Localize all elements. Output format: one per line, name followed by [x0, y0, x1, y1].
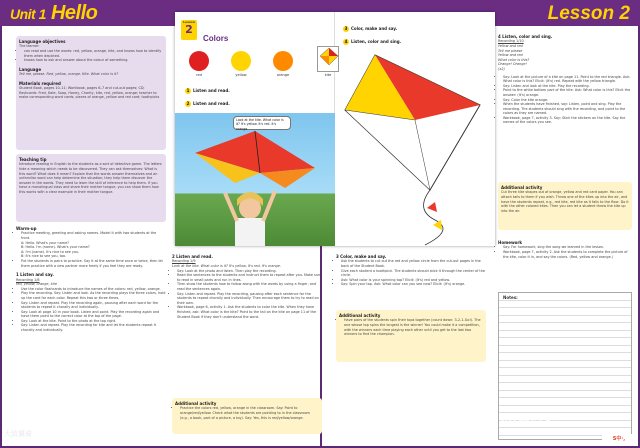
materials-heading: Materials required	[19, 80, 61, 86]
sing-item: • Say: Look at the picture of a kite on page 11. Point to the red triangle. Ask: What color is this? Elicit: (It's) red. Repeat with the yellow triangle.	[503, 75, 632, 84]
homework-heading: Homework	[498, 240, 523, 245]
sing-item: • Point to the white bottom part of the kite. Ask: What color is this? Elicit the answer: (It's) orange.	[503, 88, 632, 97]
ime-toolbar[interactable]: S中·,	[602, 434, 636, 445]
song-line: Orange! Orange!	[498, 62, 527, 67]
tip-heading: Teaching tip	[19, 157, 47, 162]
additional-activity-box-1	[172, 398, 322, 434]
yellow-paint	[231, 51, 251, 71]
read-item: • Read the sentences to the students and instruct them to repeat after you. Make sure to read in small parts and run in lines.	[177, 273, 322, 282]
sing-item: • Say: Color the kite orange.	[503, 98, 632, 103]
speech-bubble: Look at the kite. What color is it? It's yellow. It's red. It's orange.	[233, 116, 291, 130]
task-4-text: Listen, color and sing.	[351, 39, 402, 44]
sing-heading: 4 Listen, color and sing.	[498, 34, 553, 39]
homework-item: • Say: For homework, sing the song we learned in the lesson.	[503, 245, 632, 250]
unit-label: Unit 1	[10, 6, 46, 22]
add-heading-3: Additional activity	[501, 185, 543, 190]
additional-activity-box-2	[336, 310, 486, 362]
yellow-label: yellow	[235, 73, 247, 77]
song-line: Yellow and red	[498, 53, 523, 58]
student-book-right	[335, 12, 495, 246]
notes-label: Notes:	[503, 295, 518, 300]
red-label: red	[196, 73, 202, 77]
listen-read-section	[172, 254, 322, 319]
tip-text: Introduce reading in English to the students as a sort of detective game. The letters hide a meaning which needs to be discovered. They can ask themselves: What is this word? What does it mean? Explain that the words answer themselves and an unfamiliar word can help determine the situation; they help them discover the answer in the words. They need to learn the skill of inference to help them. If you have a monolingual class and share their mother tongue, you can show them how this works with a clear example in their mother tongue.	[19, 162, 162, 194]
listen-heading: 1 Listen and say.	[16, 272, 54, 278]
language-text: Tell me, please. Red, yellow, orange. Kite. What color is it?	[19, 72, 119, 77]
warmup-item: • Put the students in pairs to practice. Say it at the same time once or twice, then let them practice with a new partner more freely if you feel they are ready.	[21, 259, 166, 268]
listen-item: • Say: Listen and repeat. Play the recording for kite and let the students repeat it chorally and individually.	[21, 323, 166, 332]
c3-item: • Ask: What color is your spinning top? Elicit: (It's) red and yellow.	[341, 278, 486, 283]
sing-item: • Say: Listen and look at the kite. Play the recording.	[503, 84, 632, 89]
orange-paint	[273, 51, 293, 71]
lesson-badge	[181, 20, 197, 40]
song-line: Tell me please	[498, 48, 523, 53]
listen-color-sing-section	[498, 34, 632, 125]
read-heading: 2 Listen and read.	[172, 254, 213, 259]
song-line: What color is this?	[498, 57, 530, 62]
teaching-tip-box	[16, 154, 166, 222]
language-heading: Language	[19, 66, 42, 72]
materials-text: Student Book, pages 10–11; Workbook, pages 6–7 and cut-out pages; CD; flashcards: Fred, Kate, Soap, Honey, Charity, kite, red, yellow, orange; teacher to make corresponding word cards; pieces of orange, yellow and red card; toothpicks	[19, 86, 160, 100]
badge-label: Lesson	[183, 20, 195, 24]
sing-item: • Workbook, page 7, activity 3. Say: Stick the stickers on the kite. Say the names of the colors you see.	[503, 116, 632, 125]
song-line: Yellow and red	[498, 43, 523, 48]
large-kite-outline	[335, 50, 495, 246]
listen-recording: Recording 1/8	[16, 277, 40, 282]
task-1: 1 Listen and read.	[186, 88, 230, 93]
brand-logo: 武汉剑津文化	[500, 415, 555, 425]
read-question: Look at the kite. What color is it? It's yellow. It's red. It's orange.	[172, 263, 281, 268]
listen-words: red, yellow, orange, kite	[16, 282, 57, 287]
task-1-text: Listen and read.	[193, 88, 230, 93]
lang-obj-intro: The learner:	[19, 44, 40, 49]
add-item-1: • Practice the colors red, yellow, orange in the classroom. Say: Point to orange/red/yellow. Check what the students are pointing to in the classroom (e.g., a book, part of a picture, a toy). Say: Yes, this is red/yellow/orange.	[180, 406, 319, 420]
student-book-left	[175, 12, 335, 246]
red-paint	[189, 51, 209, 71]
unit-title	[10, 0, 97, 27]
additional-activity-box-3	[498, 182, 632, 230]
color-make-say-section	[336, 254, 486, 287]
kite-photo-illustration	[175, 113, 335, 246]
sing-item: • When the students have finished, say: Listen, point and sing. Play the recording. The students should sing with the recording, and point to the colors as they are named.	[503, 102, 632, 116]
unit-name: Hello	[50, 2, 98, 24]
read-recording: Recording 1/9	[172, 259, 196, 264]
add-text-3: Cut three kite shapes out of orange, yellow and red card paper. You can attach tails to them if you wish. Throw one of the kites up into the air, and have the students repeat, e.g., red kite, red kite as it falls to the floor. Do it with the other colored kites. Then you can let a student throw the kite up into the air.	[501, 190, 629, 213]
listen-item: • Say: Look at the kite. Point to the photo at the top right.	[21, 319, 166, 324]
song-line: (x2)	[498, 66, 505, 71]
c3-item: • Give each student a toothpick. The students should stick it through the center of the circle.	[341, 269, 486, 278]
colors-title: Colors	[203, 34, 229, 43]
kite-label: kite	[324, 73, 332, 77]
homework-item: • Workbook, page 7, activity 2. Ask the students to complete the picture of the kite, color it in, and say the colors. (Red, yellow and orange.)	[503, 250, 632, 259]
objectives-box	[16, 36, 166, 150]
homework-section	[498, 240, 632, 259]
task-2-text: Listen and read.	[193, 101, 230, 106]
warmup-item: A: I'm (name). It's nice to see you.	[21, 249, 80, 254]
watermark: 大致翼骑	[4, 430, 32, 438]
listen-item: • Say: Look at page 10 in your book. Listen and point. Play the recording again and have them point to the correct color at the top of the page.	[21, 310, 166, 319]
warmup-item: • Practice meeting, greeting and asking names. Model it with two students at the front.	[21, 231, 166, 240]
c3-item: • Ask the students to cut out the red and yellow circle from the cut-out pages in the back of the Student Book.	[341, 259, 486, 268]
lang-obj-item: • can read and use the words: red, yellow, orange, kite, and knows how to identify them when depicted.	[24, 49, 163, 58]
task-2: 2 Listen and read.	[186, 101, 230, 106]
c3-heading: 3 Color, make and say.	[336, 254, 387, 259]
read-item: • Say: Listen and repeat. Play the recording, pausing after each sentence for the students to repeat chorally and individually. Then encourage them to try to read on their own.	[177, 292, 322, 306]
c3-item: • Say: Spin your top. Ask: What color can you see now? Elicit: (It's) orange.	[341, 282, 486, 287]
read-item: • Workbook, page 6, activity 1. Ask the students to color the kite. When they have finished, ask: What color is the kite? Point to the tail on the kite on page 11 of the Student Book if they don't understand the word.	[177, 305, 322, 319]
task-4: 4 Listen, color and sing.	[344, 39, 402, 44]
add-heading-2: Additional activity	[339, 313, 381, 318]
warmup-item: B: It's nice to see you, too.	[21, 254, 67, 259]
orange-label: orange	[276, 73, 290, 77]
badge-number: 2	[185, 23, 193, 37]
lesson-title: Lesson 2	[547, 3, 630, 24]
task-3: 3 Color, make and say.	[344, 26, 398, 31]
listen-item: • Say: Listen and repeat. Play the recording again, pausing after each word for the students to repeat it chorally and individually.	[21, 301, 166, 310]
girl-kite-photo	[175, 113, 335, 246]
read-item: • Then show the students how to follow along with the words by using a finger, and read the sentences again.	[177, 282, 322, 291]
warmup-item: A: Hello. What's your name?	[21, 240, 69, 245]
warmup-section	[16, 226, 166, 333]
read-item: • Say: Look at the photo and listen. Then play the recording.	[177, 269, 322, 274]
sing-recording: Recording 1/10	[498, 39, 524, 44]
add-heading-1: Additional activity	[175, 401, 217, 406]
add-item-2: • Have pairs of the students spin their tops together (count down: 3-2-1-Go!). The one whose top spins the longest is the winner! You could make it a competition, with the winners each time playing each other until you get to the last two winners to find the champion.	[344, 318, 483, 336]
lang-obj-item: • knows how to ask and answer about the colour of something.	[24, 58, 163, 63]
warmup-item: B: Hello. I'm (name). What's your name?	[21, 245, 90, 250]
student-book-spread	[175, 12, 495, 246]
task-3-text: Color, make and say.	[351, 26, 398, 31]
listen-item: • Play the recording. Say: Listen and look. As the recording plays the three colors, hold up the card for each color. Repeat this two or three times.	[21, 291, 166, 300]
lang-obj-heading: Language objectives	[19, 39, 66, 44]
listen-item: • Use the color flashcards to introduce the names of the colors: red, yellow, orange.	[21, 287, 166, 292]
warmup-heading: Warm-up	[16, 226, 37, 231]
